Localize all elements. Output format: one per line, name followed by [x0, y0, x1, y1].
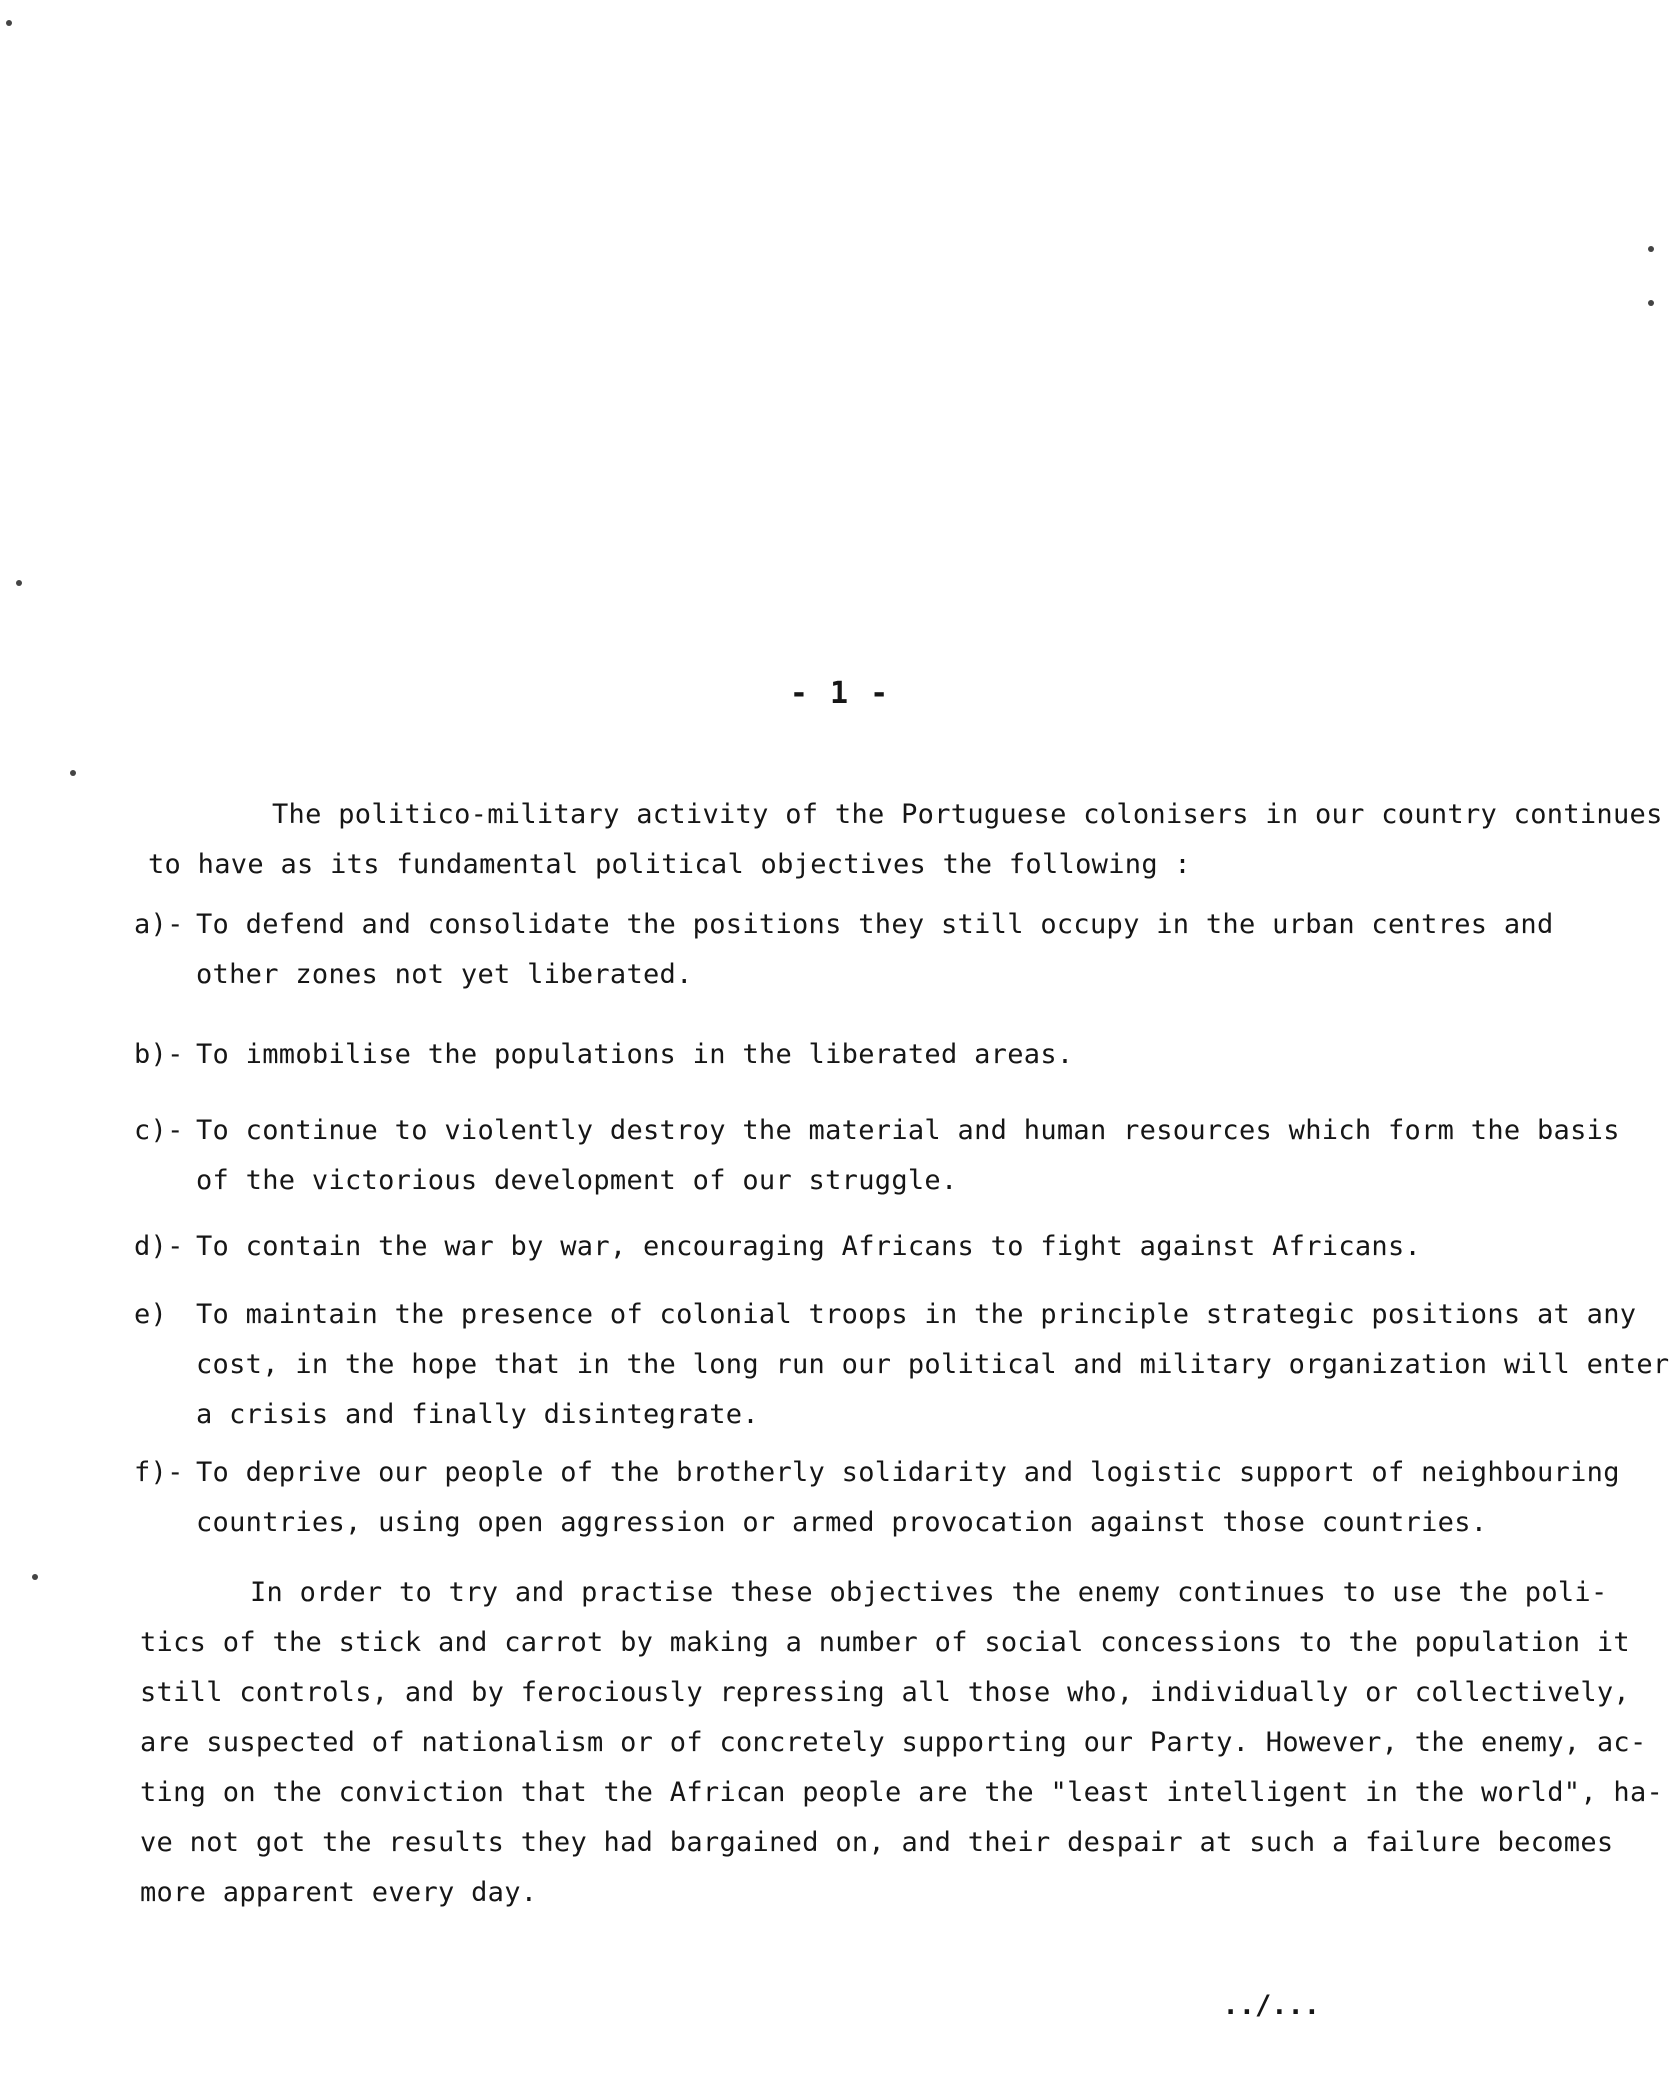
scan-speck	[70, 770, 76, 776]
closing-line-2: tics of the stick and carrot by making a number of social concessions to the population it	[140, 1627, 1630, 1658]
item-text: To immobilise the populations in the liberated areas.	[196, 1039, 1074, 1070]
list-item-d	[134, 1222, 1604, 1272]
item-marker: a)-	[134, 909, 184, 940]
intro-paragraph	[148, 790, 1663, 890]
item-marker: f)-	[134, 1457, 184, 1488]
list-item-a	[134, 900, 1604, 1000]
page-number: - 1 -	[789, 676, 891, 711]
scan-speck	[16, 580, 22, 586]
list-item-b	[134, 1030, 1604, 1080]
scan-speck	[6, 20, 12, 26]
item-text: To continue to violently destroy the material and human resources which form the basis	[196, 1115, 1620, 1146]
continuation-mark: ../...	[1222, 1990, 1320, 2021]
item-text: cost, in the hope that in the long run our political and military organization will enter	[196, 1349, 1670, 1380]
closing-line-5: ting on the conviction that the African people are the "least intelligent in the world", ha-	[140, 1777, 1664, 1808]
item-text: To maintain the presence of colonial troops in the principle strategic positions at any	[196, 1299, 1637, 1330]
item-text: To defend and consolidate the positions they still occupy in the urban centres and	[196, 909, 1554, 940]
intro-line-1: The politico-military activity of the Portuguese colonisers in our country continues	[272, 799, 1663, 830]
item-text: a crisis and finally disintegrate.	[196, 1399, 759, 1430]
item-marker: c)-	[134, 1115, 184, 1146]
closing-paragraph	[140, 1568, 1664, 1918]
item-text: To deprive our people of the brotherly solidarity and logistic support of neighbouring	[196, 1457, 1620, 1488]
item-text: of the victorious development of our struggle.	[196, 1165, 958, 1196]
closing-line-7: more apparent every day.	[140, 1877, 538, 1908]
item-marker: d)-	[134, 1231, 184, 1262]
item-text: other zones not yet liberated.	[196, 959, 693, 990]
closing-line-3: still controls, and by ferociously repressing all those who, individually or collectively,	[140, 1677, 1630, 1708]
item-text: countries, using open aggression or armed provocation against those countries.	[196, 1507, 1488, 1538]
closing-line-4: are suspected of nationalism or of concretely supporting our Party. However, the enemy, ac-	[140, 1727, 1647, 1758]
closing-line-1: In order to try and practise these objectives the enemy continues to use the poli-	[250, 1577, 1608, 1608]
scan-speck	[1648, 300, 1654, 306]
list-item-f	[134, 1448, 1620, 1548]
item-text: To contain the war by war, encouraging Africans to fight against Africans.	[196, 1231, 1422, 1262]
list-item-e	[134, 1290, 1670, 1440]
closing-line-6: ve not got the results they had bargained on, and their despair at such a failure becomes	[140, 1827, 1614, 1858]
scan-speck	[32, 1574, 38, 1580]
list-item-c	[134, 1106, 1620, 1206]
intro-line-2: to have as its fundamental political objectives the following :	[148, 849, 1191, 880]
item-marker: b)-	[134, 1039, 184, 1070]
item-marker: e)	[134, 1299, 168, 1330]
scan-speck	[1648, 246, 1654, 252]
